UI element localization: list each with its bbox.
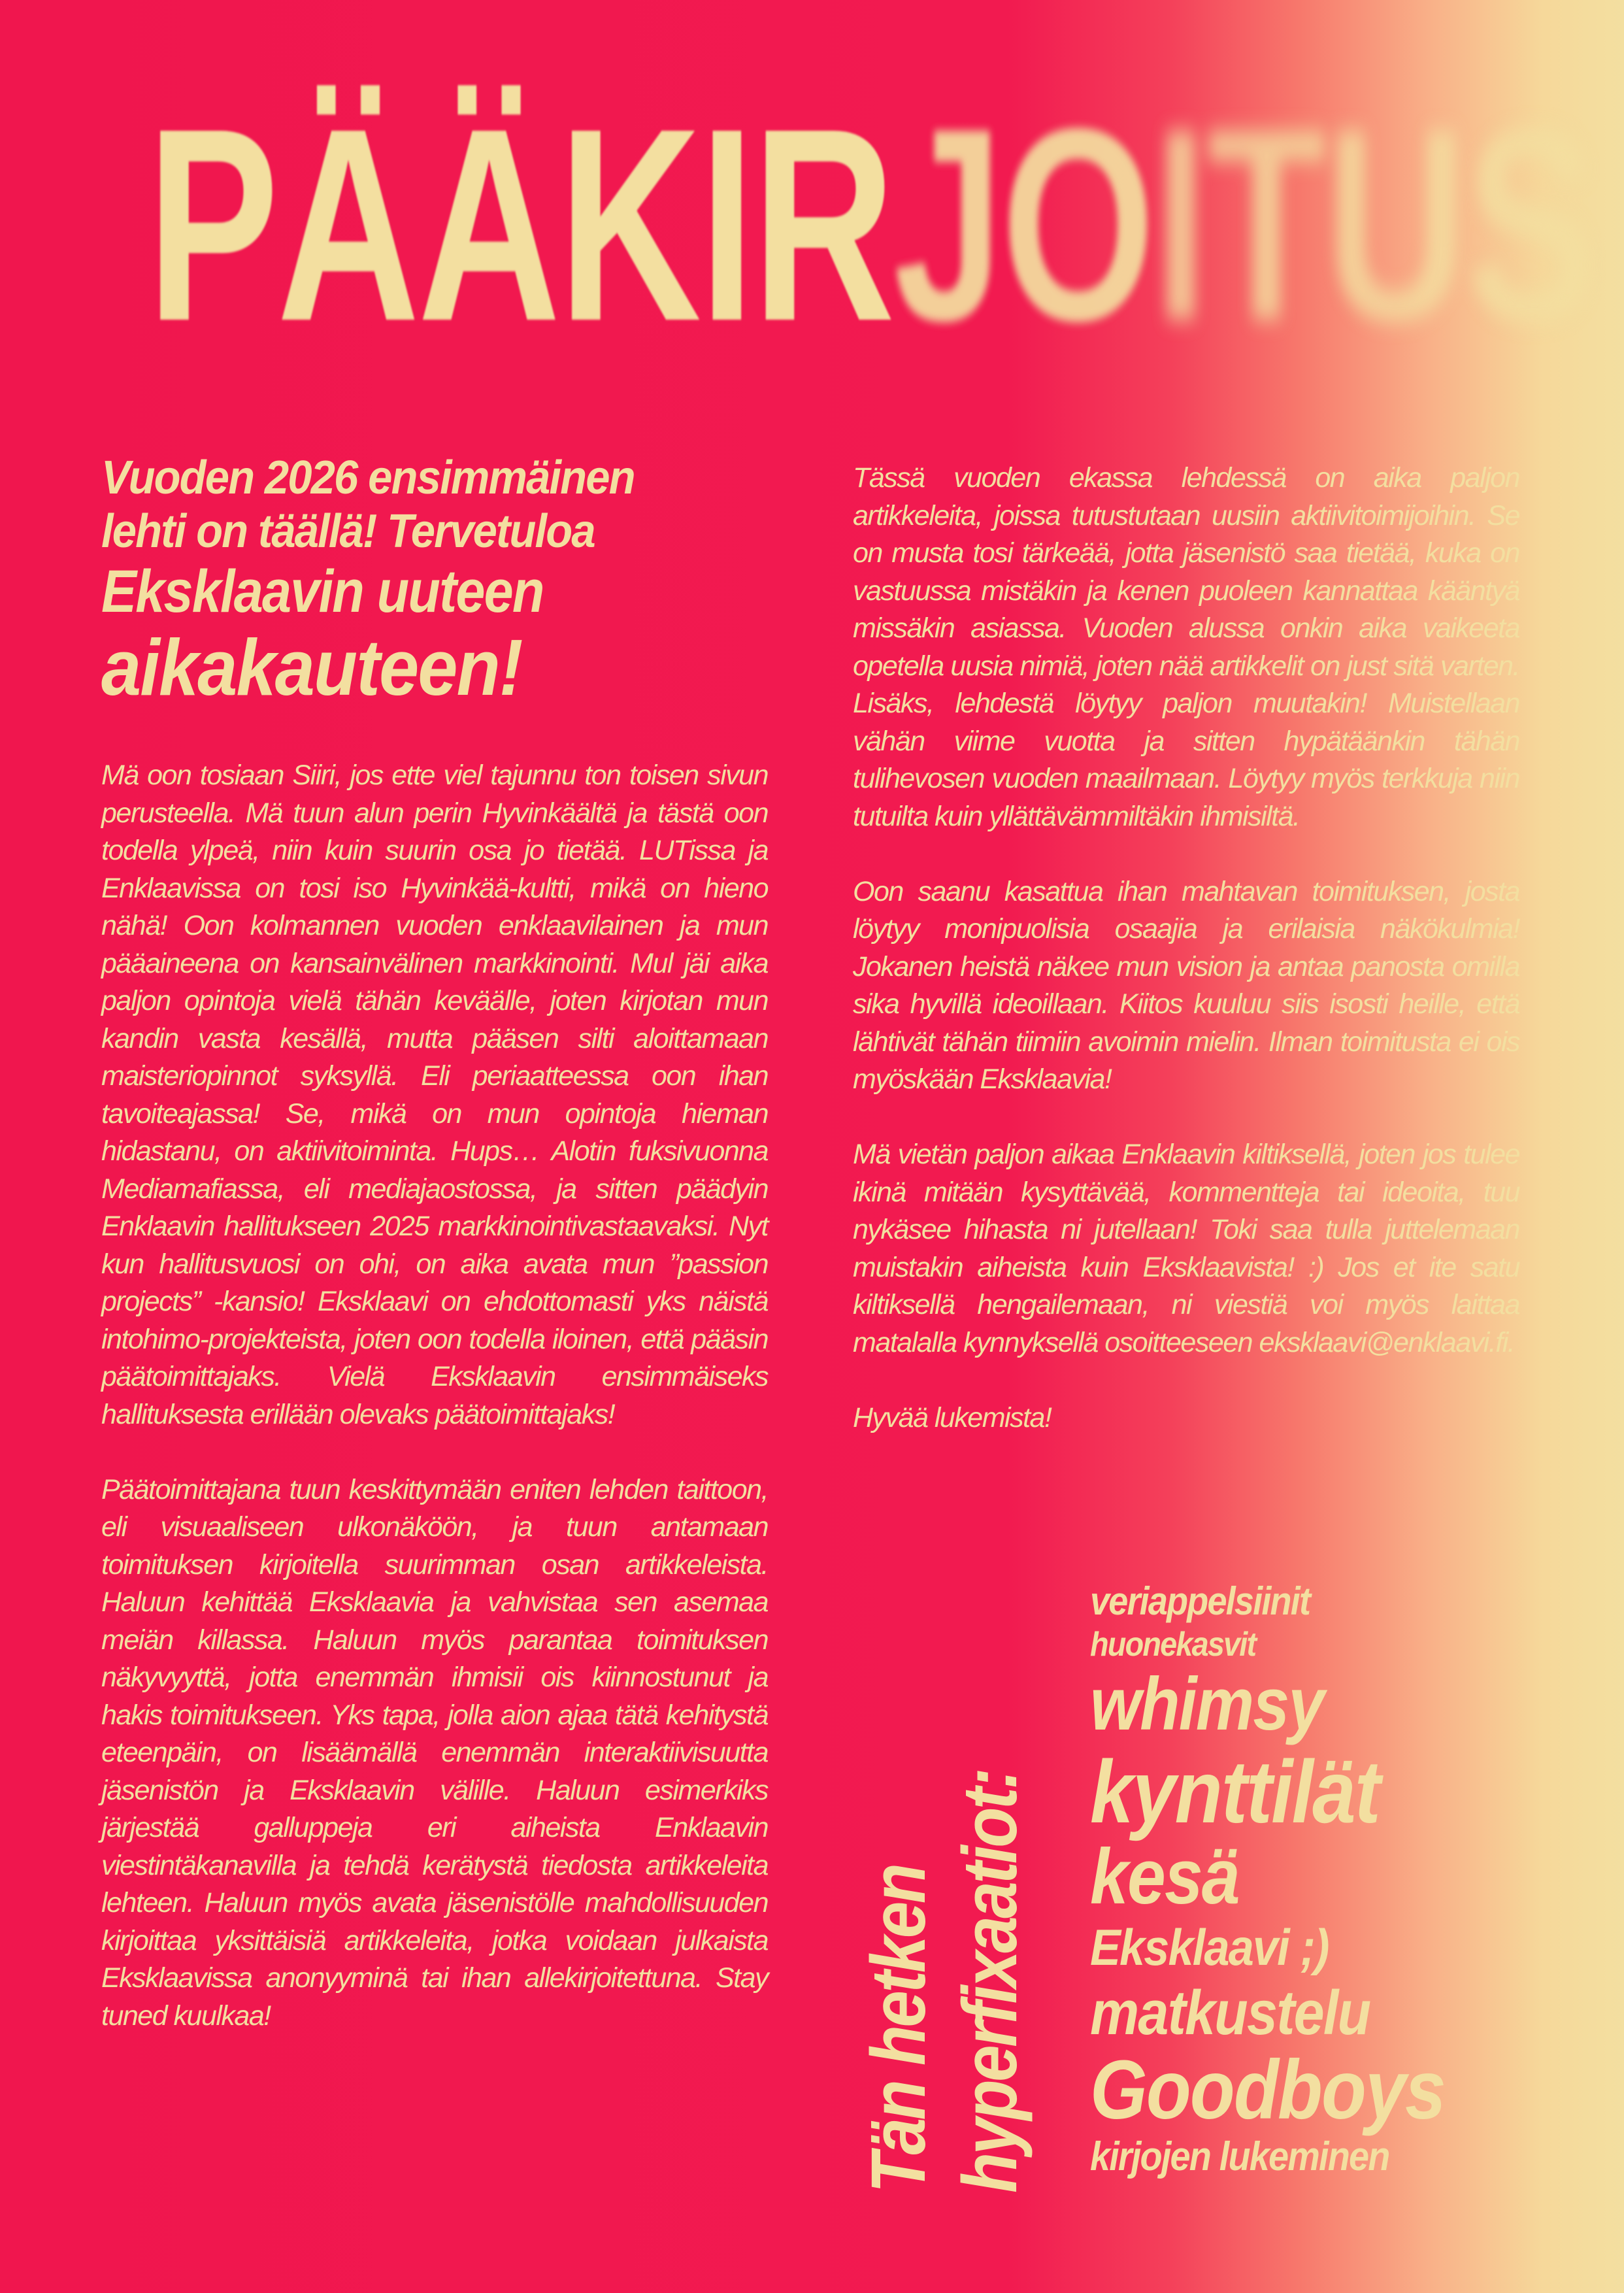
- list-item: kirjojen lukeminen: [1090, 2134, 1389, 2179]
- headline-part-sharp: PÄÄKIR: [147, 72, 893, 378]
- paragraph: Mä oon tosiaan Siiri, jos ette viel tajunnu ton toisen sivun perusteella. Mä tuun alun perin Hyvinkäältä ja tästä oon todella ylpeä, niin kuin suurin osa jo tietää. LUTissa ja Enklaavissa on tosi iso Hyvinkää-kultti, mikä on hieno nähä! Oon kolmannen vuoden enklaavilainen ja mun pääaineena on kansainvälinen markkinointi. Mul jäi aika paljon opintoja vielä tähän keväälle, joten kirjotan mun kandin vasta kesällä, mutta pääsen silti aloittamaan maisteriopinnot syksyllä. Eli periaatteessa oon ihan tavoiteajassa! Se, mikä on mun opintoja hieman hidastanu, on aktiivitoiminta. Hups… Alotin fuksivuonna Mediamafiassa, eli mediajaostossa, ja sitten päädyin Enklaavin hallitukseen 2025 markkinointivastaavaksi. Nyt kun hallitusvuosi on ohi, on aika avata mun ”passion projects” -kansio! Eksklaavi on ehdottomasti yks näistä intohimo-projekteista, joten oon todella iloinen, että pääsin päätoimittajaks. Vielä Eksklaavin ensimmäiseks hallituksesta erillään olevaks päätoimittajaks!: [101, 760, 768, 1430]
- paragraph: Mä vietän paljon aikaa Enklaavin kiltiksellä, joten jos tulee ikinä mitään kysyttävää, kommentteja tai ideoita, tuu nykäsee hihasta ni jutellaan! Toki saa tulla juttelemaan muistakin aiheista kuin Eksklaavista! :) Jos et ite satu kiltiksellä hengailemaan, ni viestiä voi myös laittaa matalalla kynnyksellä osoitteeseen eksklaavi@enklaavi.fi.: [853, 1139, 1519, 1358]
- headline-part-blurred: JO: [893, 72, 1153, 378]
- page-headline: [147, 62, 1596, 389]
- left-text-column: [101, 757, 768, 2035]
- paragraph: Oon saanu kasattua ihan mahtavan toimituksen, josta löytyy monipuolisia osaajia ja erilaisia näkökulmia! Jokanen heistä näkee mun vision ja antaa panosta omilla sika hyvillä ideoillaan. Kiitos kuuluu siis isosti heille, että lähtivät tähän tiimiin avoimin mielin. Ilman toimitusta ei ois myöskään Eksklaavia!: [853, 875, 1519, 1095]
- intro-line: Eksklaavin uuteen: [101, 558, 544, 625]
- right-text-column: [853, 460, 1519, 1437]
- hyperfixations-list: [1090, 1579, 1521, 2180]
- list-item: huonekasvit: [1090, 1626, 1256, 1664]
- hyperfixations-title: [853, 1539, 1036, 2193]
- list-item: kesä: [1090, 1833, 1239, 1920]
- list-item: matkustelu: [1090, 1978, 1370, 2048]
- hyperfixations-title-line: Tän hetken: [855, 1865, 942, 2193]
- paragraph: Hyvää lukemista!: [853, 1401, 1052, 1433]
- list-item: whimsy: [1090, 1663, 1324, 1746]
- list-item: Eksklaavi ;): [1090, 1918, 1329, 1976]
- intro-line: lehti on täällä! Tervetuloa: [101, 505, 595, 558]
- list-item: kynttilät: [1090, 1742, 1380, 1841]
- intro-line: aikakauteen!: [101, 623, 522, 712]
- hyperfixations-title-line: hyperfixaatiot:: [947, 1769, 1033, 2193]
- paragraph: Päätoimittajana tuun keskittymään eniten lehden taittoon, eli visuaaliseen ulkonäköön, ja tuun antamaan toimituksen kirjoitella suurimman osan artikkeleista. Haluun kehittää Eksklaavia ja vahvistaa sen asemaa meiän killassa. Haluun myös parantaa toimituksen näkyvyyttä, jotta enemmän ihmisii ois kiinnostunut ja hakis toimitukseen. Yks tapa, jolla aion ajaa tätä kehitystä eteenpäin, on lisäämällä enemmän interaktiivisuutta jäsenistön ja Eksklaavin välille. Haluun esimerkiks järjestää galluppeja eri aiheista Enklaavin viestintäkanavilla ja tehdä kerätystä tiedosta artikkeleita lehteen. Haluun myös avata jäsenistölle mahdollisuuden kirjoittaa yksittäisiä artikkeleita, jotka voidaan julkaista Eksklaavissa anonyyminä tai ihan allekirjoitettuna. Stay tuned kuulkaa!: [101, 1473, 768, 2032]
- intro-heading: [101, 451, 774, 710]
- headline-part-blurred-more: ITUS: [1153, 72, 1596, 378]
- list-item: Goodboys: [1090, 2043, 1445, 2137]
- list-item: veriappelsiinit: [1090, 1579, 1310, 1623]
- paragraph: Tässä vuoden ekassa lehdessä on aika paljon artikkeleita, joissa tutustutaan uusiin aktiivitoimijoihin. Se on musta tosi tärkeää, jotta jäsenistö saa tietää, kuka on vastuussa mistäkin ja kenen puoleen kannattaa kääntyä missäkin asiassa. Vuoden alussa onkin aika vaikeeta opetella uusia nimiä, joten nää artikkelit on just sitä varten. Lisäks, lehdestä löytyy paljon muutakin! Muistellaan vähän viime vuotta ja sitten hypätäänkin tähän tulihevosen vuoden maailmaan. Löytyy myös terkkuja niin tutuilta kuin yllättävämmiltäkin ihmisiltä.: [853, 462, 1519, 832]
- intro-line: Vuoden 2026 ensimmäinen: [101, 452, 635, 504]
